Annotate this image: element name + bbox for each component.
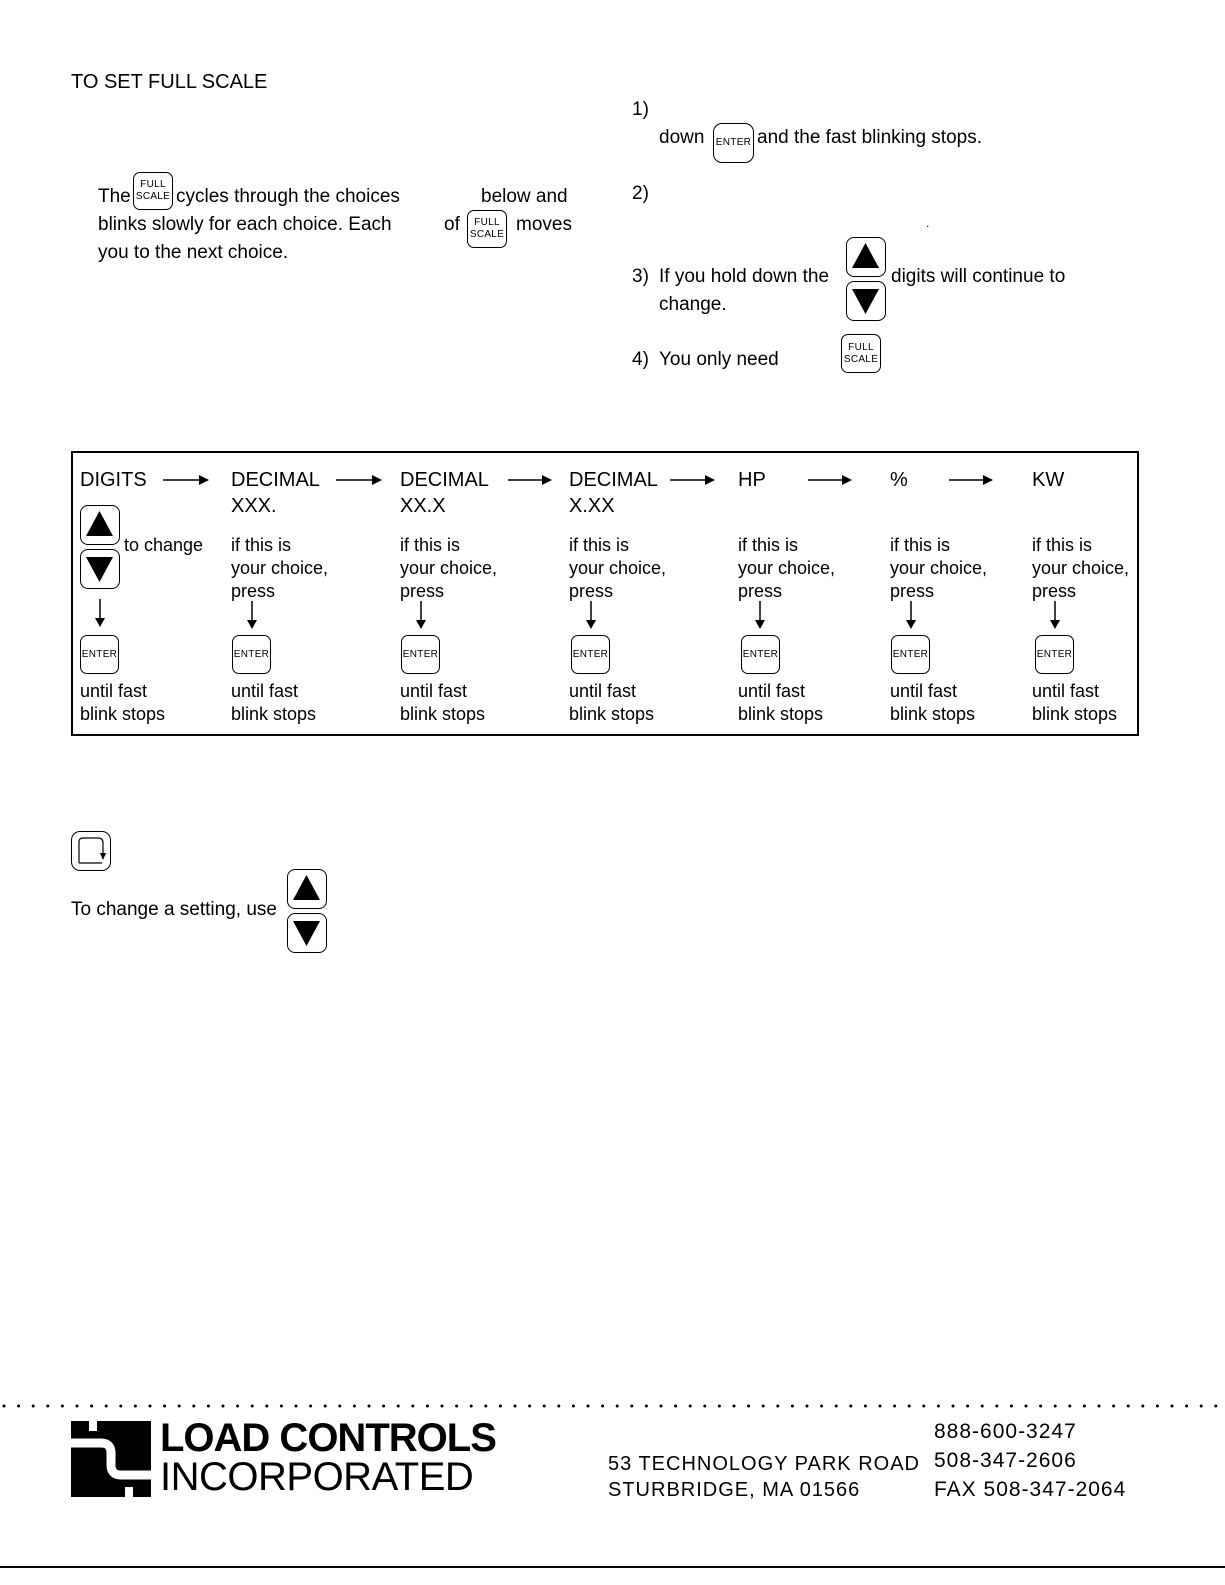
right-flow-arrow-icon [949, 474, 993, 486]
column-action-line3: press [738, 581, 783, 601]
key-label-bottom: SCALE [135, 191, 171, 202]
address-line1: 53 TECHNOLOGY PARK ROAD [608, 1453, 920, 1475]
full-scale-key-icon [841, 334, 881, 373]
key-label: ENTER [1036, 648, 1073, 660]
right-flow-arrow-icon [163, 474, 209, 486]
column-footer-line1: until fast [738, 681, 806, 701]
down-flow-arrow-icon [415, 601, 427, 629]
right-flow-arrow-icon [808, 474, 852, 486]
column-footer-line1: until fast [231, 681, 299, 701]
phone-2: 508-347-2606 [934, 1449, 1077, 1472]
up-arrow-key-icon [287, 869, 327, 909]
step-1-number: 1) [632, 99, 649, 120]
column-footer-line2: blink stops [400, 704, 486, 724]
step-2-mark: . [926, 216, 930, 230]
column-footer-line2: blink stops [1032, 704, 1118, 724]
down-arrow-key-icon [80, 549, 120, 589]
column-action-line3: press [400, 581, 445, 601]
enter-key-icon [741, 635, 780, 674]
column-footer-line1: until fast [890, 681, 958, 701]
enter-key-icon [232, 635, 271, 674]
column-action-line2: your choice, [231, 558, 329, 578]
intro-line2-end: moves [516, 214, 572, 235]
column-action-line1: if this is [400, 535, 461, 555]
down-flow-arrow-icon [754, 601, 766, 629]
step-4-number: 4) [632, 349, 649, 370]
intro-line1-end: below and [481, 186, 568, 207]
bottom-rule [0, 1566, 1225, 1568]
key-label: ENTER [742, 648, 779, 660]
key-label: ENTER [81, 648, 118, 660]
key-label: ENTER [892, 648, 929, 660]
key-label: ENTER [233, 648, 270, 660]
column-action-line2: your choice, [890, 558, 988, 578]
address-line2: STURBRIDGE, MA 01566 [608, 1479, 861, 1501]
change-setting-text: To change a setting, use [71, 899, 277, 920]
company-logo-icon [71, 1421, 151, 1497]
step-3-text-pre: If you hold down the [659, 266, 830, 287]
column-subheading: XXX. [231, 495, 277, 517]
step-3-number: 3) [632, 266, 649, 287]
down-flow-arrow-icon [94, 599, 106, 627]
key-label-bottom: SCALE [469, 229, 505, 240]
column-footer-line1: until fast [400, 681, 468, 701]
column-action-line3: press [231, 581, 276, 601]
intro-line3: you to the next choice. [98, 242, 289, 263]
enter-key-icon [1035, 635, 1074, 674]
step-1-text-pre: down [659, 127, 705, 148]
column-action-line3: press [1032, 581, 1077, 601]
column-footer-line2: blink stops [890, 704, 976, 724]
step-3-text-line2: change. [659, 294, 727, 315]
up-arrow-key-icon [846, 237, 886, 277]
key-label-top: FULL [140, 179, 166, 190]
key-label: ENTER [572, 648, 609, 660]
column-footer-line2: blink stops [80, 704, 166, 724]
step-3-text-post: digits will continue to [891, 266, 1066, 287]
column-heading: DIGITS [80, 469, 147, 491]
intro-line2-of: of [444, 214, 460, 235]
column-footer-line1: until fast [569, 681, 637, 701]
company-name-line1: LOAD CONTROLS [160, 1416, 496, 1460]
column-footer-line2: blink stops [569, 704, 655, 724]
enter-key-icon [571, 635, 610, 674]
intro-line2-pre: blinks slowly for each choice. Each [98, 214, 392, 235]
key-label-top: FULL [474, 217, 500, 228]
column-action-line1: if this is [1032, 535, 1093, 555]
column-heading: DECIMAL [569, 469, 658, 491]
column-subheading: XX.X [400, 495, 446, 517]
column-action-line1: if this is [738, 535, 799, 555]
enter-key-icon [80, 635, 119, 674]
column-action: to change [124, 535, 204, 555]
flow-diagram [71, 451, 1139, 736]
column-action-line2: your choice, [738, 558, 836, 578]
down-flow-arrow-icon [585, 601, 597, 629]
column-heading: DECIMAL [400, 469, 489, 491]
column-footer-line1: until fast [80, 681, 148, 701]
full-scale-key-icon [467, 210, 507, 248]
key-label: ENTER [715, 137, 752, 148]
column-action-line3: press [890, 581, 935, 601]
step-1-text-post: and the fast blinking stops. [757, 127, 982, 148]
intro-line1-pre: The [98, 186, 131, 207]
column-heading: % [890, 469, 908, 491]
right-flow-arrow-icon [336, 474, 382, 486]
column-action-line3: press [569, 581, 614, 601]
key-label: ENTER [402, 648, 439, 660]
step-4-text-pre: You only need [659, 349, 779, 370]
company-name-line2: INCORPORATED [160, 1455, 474, 1499]
right-flow-arrow-icon [670, 474, 715, 486]
full-scale-key-icon [133, 172, 173, 210]
down-flow-arrow-icon [1049, 601, 1061, 629]
column-heading: KW [1032, 469, 1065, 491]
column-action-line2: your choice, [1032, 558, 1130, 578]
right-flow-arrow-icon [508, 474, 552, 486]
note-icon [71, 831, 111, 871]
page-title: TO SET FULL SCALE [71, 71, 268, 93]
key-label-top: FULL [848, 341, 874, 353]
phone-1: 888-600-3247 [934, 1420, 1077, 1443]
column-action-line2: your choice, [400, 558, 498, 578]
column-action-line2: your choice, [569, 558, 667, 578]
column-heading: DECIMAL [231, 469, 320, 491]
up-arrow-key-icon [80, 505, 120, 545]
column-action-line1: if this is [569, 535, 630, 555]
column-heading: HP [738, 469, 766, 491]
enter-key-icon [401, 635, 440, 674]
column-action-line1: if this is [890, 535, 951, 555]
column-subheading: X.XX [569, 495, 615, 517]
down-arrow-key-icon [846, 281, 886, 321]
down-flow-arrow-icon [905, 601, 917, 629]
down-flow-arrow-icon [246, 601, 258, 629]
fax-number: FAX 508-347-2064 [934, 1478, 1127, 1501]
column-action-line1: if this is [231, 535, 292, 555]
intro-line1-mid: cycles through the choices [176, 186, 400, 207]
dotted-separator [0, 1396, 1225, 1402]
down-arrow-key-icon [287, 913, 327, 953]
column-footer-line1: until fast [1032, 681, 1100, 701]
step-2-number: 2) [632, 183, 649, 204]
column-footer-line2: blink stops [231, 704, 317, 724]
column-footer-line2: blink stops [738, 704, 824, 724]
enter-key-icon [713, 123, 754, 163]
enter-key-icon [891, 635, 930, 674]
key-label-bottom: SCALE [843, 353, 879, 365]
